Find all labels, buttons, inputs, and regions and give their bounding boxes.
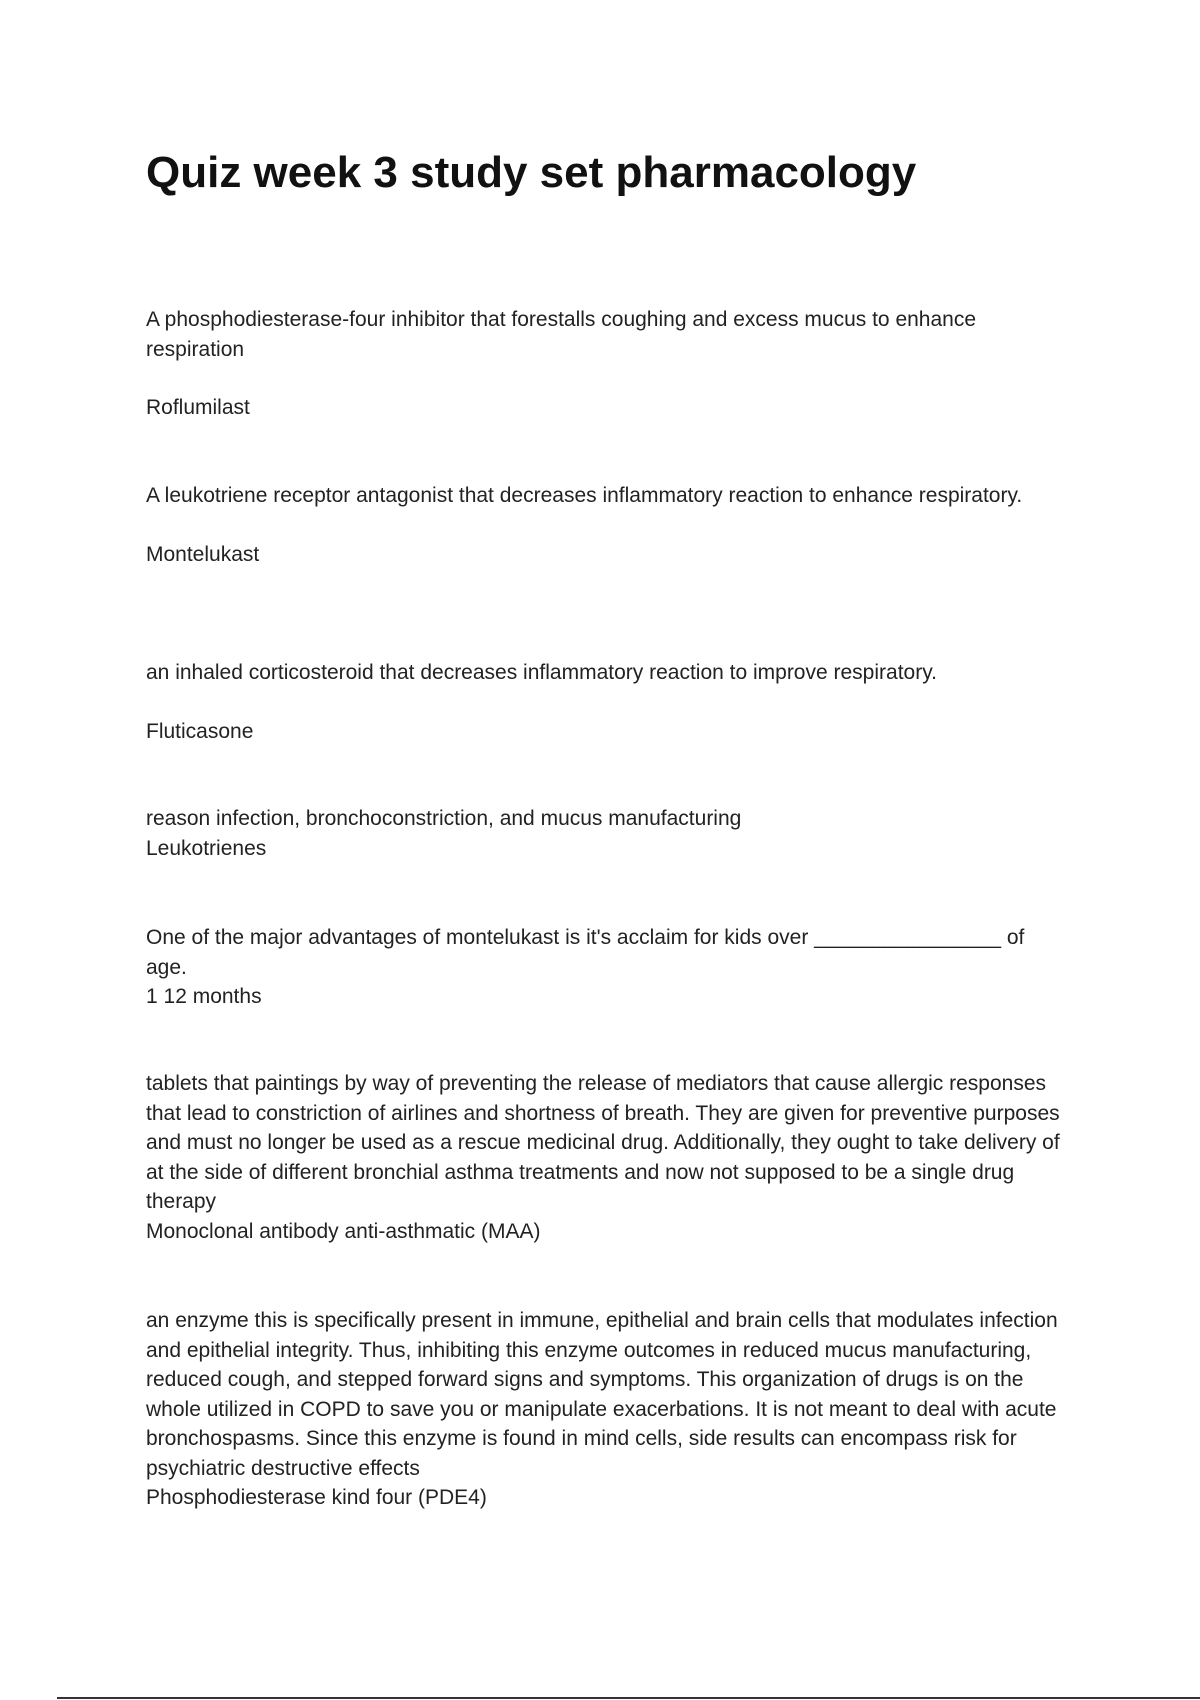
question-text: an enzyme this is specifically present in immune, epithelial and brain cells that modulates infection and epithelial integrity. Thus, inhibiting this enzyme outcomes in reduced mucus manufacturing, reduced cough, and stepped forward signs and symptoms. This organization of drugs is on the whole utilized in COPD to save you or manipulate exacerbations. It is not meant to deal with acute bronchospasms. Since this enzyme is found in mind cells, side results can encompass risk for psychiatric destructive effects [146, 1309, 1058, 1480]
question-text: an inhaled corticosteroid that decreases inflammatory reaction to improve respiratory. [146, 661, 937, 684]
question-text: A leukotriene receptor antagonist that decreases inflammatory reaction to enhance respiratory. [146, 484, 1023, 507]
answer-text: Monoclonal antibody anti-asthmatic (MAA) [146, 1219, 541, 1243]
qa-item-4 [146, 804, 1066, 863]
question-text: reason infection, bronchoconstriction, and mucus manufacturing [146, 807, 742, 830]
qa-item-5 [146, 923, 1066, 1012]
page-title: Quiz week 3 study set pharmacology [146, 148, 917, 197]
question-text: One of the major advantages of montelukast is it's acclaim for kids over ________________ of age. [146, 926, 1025, 979]
qa-item-2 [146, 481, 1066, 569]
answer-text: Montelukast [146, 542, 260, 566]
qa-item-1 [146, 305, 1066, 423]
qa-item-6 [146, 1069, 1066, 1246]
answer-text: Leukotrienes [146, 836, 267, 860]
qa-item-3 [146, 658, 1066, 746]
qa-item-7 [146, 1306, 1066, 1513]
answer-text: 1 12 months [146, 985, 262, 1008]
answer-text: Fluticasone [146, 719, 254, 743]
answer-text: Roflumilast [146, 396, 250, 419]
question-text: tablets that paintings by way of preventing the release of mediators that cause allergic responses that lead to constriction of airlines and shortness of breath. They are given for preventive purposes and must no longer be used as a rescue medicinal drug. Additionally, they ought to take delivery of at the side of different bronchial asthma treatments and now not supposed to be a single drug therapy [146, 1072, 1060, 1213]
question-text: A phosphodiesterase-four inhibitor that forestalls coughing and excess mucus to enhance respiration [146, 308, 977, 361]
bottom-divider [57, 1697, 1200, 1699]
answer-text: Phosphodiesterase kind four (PDE4) [146, 1486, 487, 1509]
